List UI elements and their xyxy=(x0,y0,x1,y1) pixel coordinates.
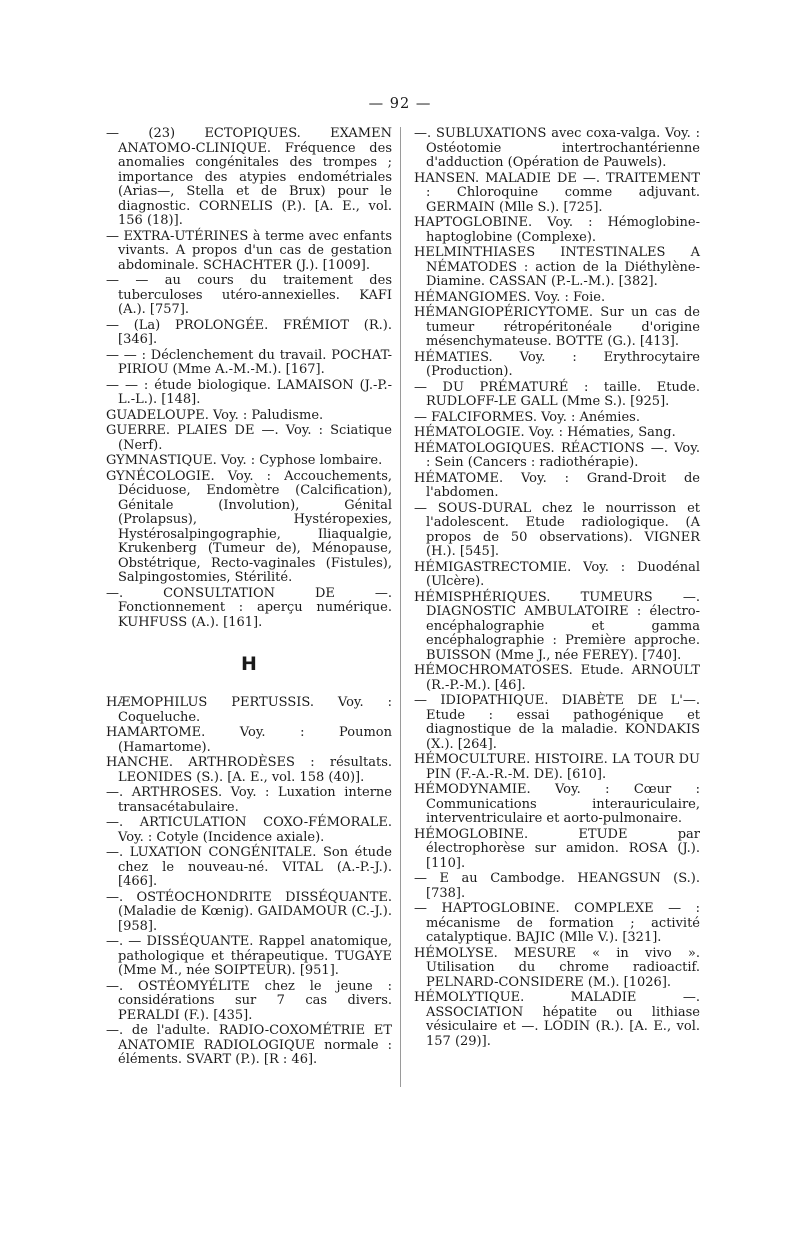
index-entry: — — : étude biologique. LAMAISON (J.-P.-L.-L.). [148]. xyxy=(106,377,392,407)
index-entry: HÆMOPHILUS PERTUSSIS. Voy. : Coqueluche. xyxy=(106,695,392,725)
index-entry: HAMARTOME. Voy. : Poumon (Hamartome). xyxy=(106,725,392,755)
index-entry: —. SUBLUXATIONS avec coxa-valga. Voy. : Ostéotomie intertrochantérienne d'adduction (Opération de Pauwels). xyxy=(414,126,700,170)
index-entry: HAPTOGLOBINE. Voy. : Hémoglobine-haptoglobine (Complexe). xyxy=(414,215,700,245)
index-entry: — FALCIFORMES. Voy. : Anémies. xyxy=(414,409,640,425)
index-entry: GUADELOUPE. Voy. : Paludisme. xyxy=(106,407,324,423)
index-entry: — HAPTOGLOBINE. COMPLEXE — : mécanisme de formation ; activité catalyptique. BAJIC (Mlle V.). [321]. xyxy=(414,901,700,945)
index-entry: — EXTRA-UTÉRINES à terme avec enfants vivants. A propos d'un cas de gestation abdominale. SCHACHTER (J.). [1009]. xyxy=(106,228,392,273)
index-entry: HÉMOCHROMATOSES. Etude. ARNOULT (R.-P.-M.). [46]. xyxy=(414,663,700,693)
index-entry: GYMNASTIQUE. Voy. : Cyphose lombaire. xyxy=(106,453,383,468)
index-entry: — SOUS-DURAL chez le nourrisson et l'adolescent. Etude radiologique. (A propos de 50 observations). VIGNER (H.). [545]. xyxy=(414,500,700,559)
right-column xyxy=(414,127,700,1050)
index-entry: —. OSTÉOMYÉLITE chez le jeune : considérations sur 7 cas divers. PERALDI (F.). [435]. xyxy=(106,978,392,1023)
index-entry: — — au cours du traitement des tuberculoses utéro-annexielles. KAFI (A.). [757]. xyxy=(106,273,392,317)
index-entry: —. ARTICULATION COXO-FÉMORALE. Voy. : Cotyle (Incidence axiale). xyxy=(106,815,392,845)
index-entry: HÉMATOME. Voy. : Grand-Droit de l'abdomen. xyxy=(414,470,700,500)
left-column-h-entries xyxy=(106,696,392,1068)
index-entry: HÉMATIES. Voy. : Erythrocytaire (Production). xyxy=(414,349,700,379)
left-column xyxy=(106,127,392,1069)
index-entry: GYNÉCOLOGIE. Voy. : Accouchements, Déciduose, Endomètre (Calcification), Génitale (Involution), Génital (Prolapsus), Hystéropexies, Hystérosalpingographie, Iliaqualgie, Krukenberg (Tumeur de), Ménopause, Obstétrique, Recto-vaginales (Fistules), Salpingostomies, Stérilité. xyxy=(106,468,392,585)
index-entry: —. OSTÉOCHONDRITE DISSÉQUANTE. (Maladie de Kœnig). GAIDAMOUR (C.-J.). [958]. xyxy=(106,889,392,934)
section-letter: H xyxy=(241,653,257,675)
index-entry: HÉMATOLOGIQUES. RÉACTIONS —. Voy. : Sein (Cancers : radiothérapie). xyxy=(414,440,700,470)
index-entry: —. CONSULTATION DE —. Fonctionnement : aperçu numérique. KUHFUSS (A.). [161]. xyxy=(106,585,392,630)
index-entry: GUERRE. PLAIES DE —. Voy. : Sciatique (Nerf). xyxy=(106,423,392,453)
index-entry: — (23) ECTOPIQUES. EXAMEN ANATOMO-CLINIQUE. Fréquence des anomalies congénitales des trompes ; importance des atypies endométriales (Arias—, Stella et de Brux) pour le diagnostic. CORNELIS (P.). [A. E., vol. 156 (18)]. xyxy=(106,126,392,228)
index-entry: — E au Cambodge. HEANGSUN (S.). [738]. xyxy=(414,871,700,901)
index-entry: HÉMOLYSE. MESURE « in vivo ». Utilisation du chrome radioactif. PELNARD-CONSIDERE (M.). [1026]. xyxy=(414,945,700,990)
index-entry: HÉMOLYTIQUE. MALADIE —. ASSOCIATION hépatite ou lithiase vésiculaire et —. LODIN (R.). [A. E., vol. 157 (29)]. xyxy=(414,990,700,1049)
index-entry: —. — DISSÉQUANTE. Rappel anatomique, pathologique et thérapeutique. TUGAYE (Mme M., née SOIPTEUR). [951]. xyxy=(106,934,392,978)
index-entry: HÉMOCULTURE. HISTOIRE. LA TOUR DU PIN (F.-A.-R.-M. DE). [610]. xyxy=(414,752,700,782)
index-entry: HELMINTHIASES INTESTINALES A NÉMATODES : action de la Diéthylène-Diamine. CASSAN (P.-L.-M.). [382]. xyxy=(414,245,700,289)
index-entry: —. de l'adulte. RADIO-COXOMÉTRIE ET ANATOMIE RADIOLOGIQUE normale : éléments. SVART (P.). [R : 46]. xyxy=(106,1023,392,1067)
index-entry: HÉMANGIOMES. Voy. : Foie. xyxy=(414,289,606,305)
index-entry: HÉMISPHÉRIQUES. TUMEURS —. DIAGNOSTIC AMBULATOIRE : électro-encéphalographie et gamma encéphalographie : Première approche. BUISSON (Mme J., née FEREY). [740]. xyxy=(414,589,700,663)
index-entry: — DU PRÉMATURÉ : taille. Etude. RUDLOFF-LE GALL (Mme S.). [925]. xyxy=(414,379,700,409)
page-number: — 92 — xyxy=(368,96,432,112)
index-entry: —. LUXATION CONGÉNITALE. Son étude chez le nouveau-né. VITAL (A.-P.-J.). [466]. xyxy=(106,845,392,889)
index-entry: — (La) PROLONGÉE. FRÉMIOT (R.). [346]. xyxy=(106,317,392,347)
index-entry: HÉMANGIOPÉRICYTOME. Sur un cas de tumeur rétropéritonéale d'origine mésenchymateuse. BOTTE (G.). [413]. xyxy=(414,305,700,349)
index-entry: — IDIOPATHIQUE. DIABÈTE DE L'—. Etude : essai pathogénique et diagnostique de la maladie. KONDAKIS (X.). [264]. xyxy=(414,693,700,752)
index-entry: HÉMATOLOGIE. Voy. : Hématies, Sang. xyxy=(414,425,676,440)
index-entry: —. ARTHROSES. Voy. : Luxation interne transacétabulaire. xyxy=(106,785,392,815)
right-column-entries xyxy=(414,127,700,1049)
column-divider xyxy=(400,127,401,1087)
index-entry: HÉMOGLOBINE. ETUDE par électrophorèse sur amidon. ROSA (J.). [110]. xyxy=(414,826,700,871)
index-entry: HANCHE. ARTHRODÈSES : résultats. LEONIDES (S.). [A. E., vol. 158 (40)]. xyxy=(106,755,392,785)
left-column-g-entries xyxy=(106,127,392,630)
index-entry: HÉMODYNAMIE. Voy. : Cœur : Communications interauriculaire, interventriculaire et aorto-pulmonaire. xyxy=(414,782,700,826)
index-entry: — — : Déclenchement du travail. POCHAT-PIRIOU (Mme A.-M.-M.). [167]. xyxy=(106,347,392,377)
index-entry: HÉMIGASTRECTOMIE. Voy. : Duodénal (Ulcère). xyxy=(414,559,700,589)
index-entry: HANSEN. MALADIE DE —. TRAITEMENT : Chloroquine comme adjuvant. GERMAIN (Mlle S.). [725]. xyxy=(414,170,700,215)
